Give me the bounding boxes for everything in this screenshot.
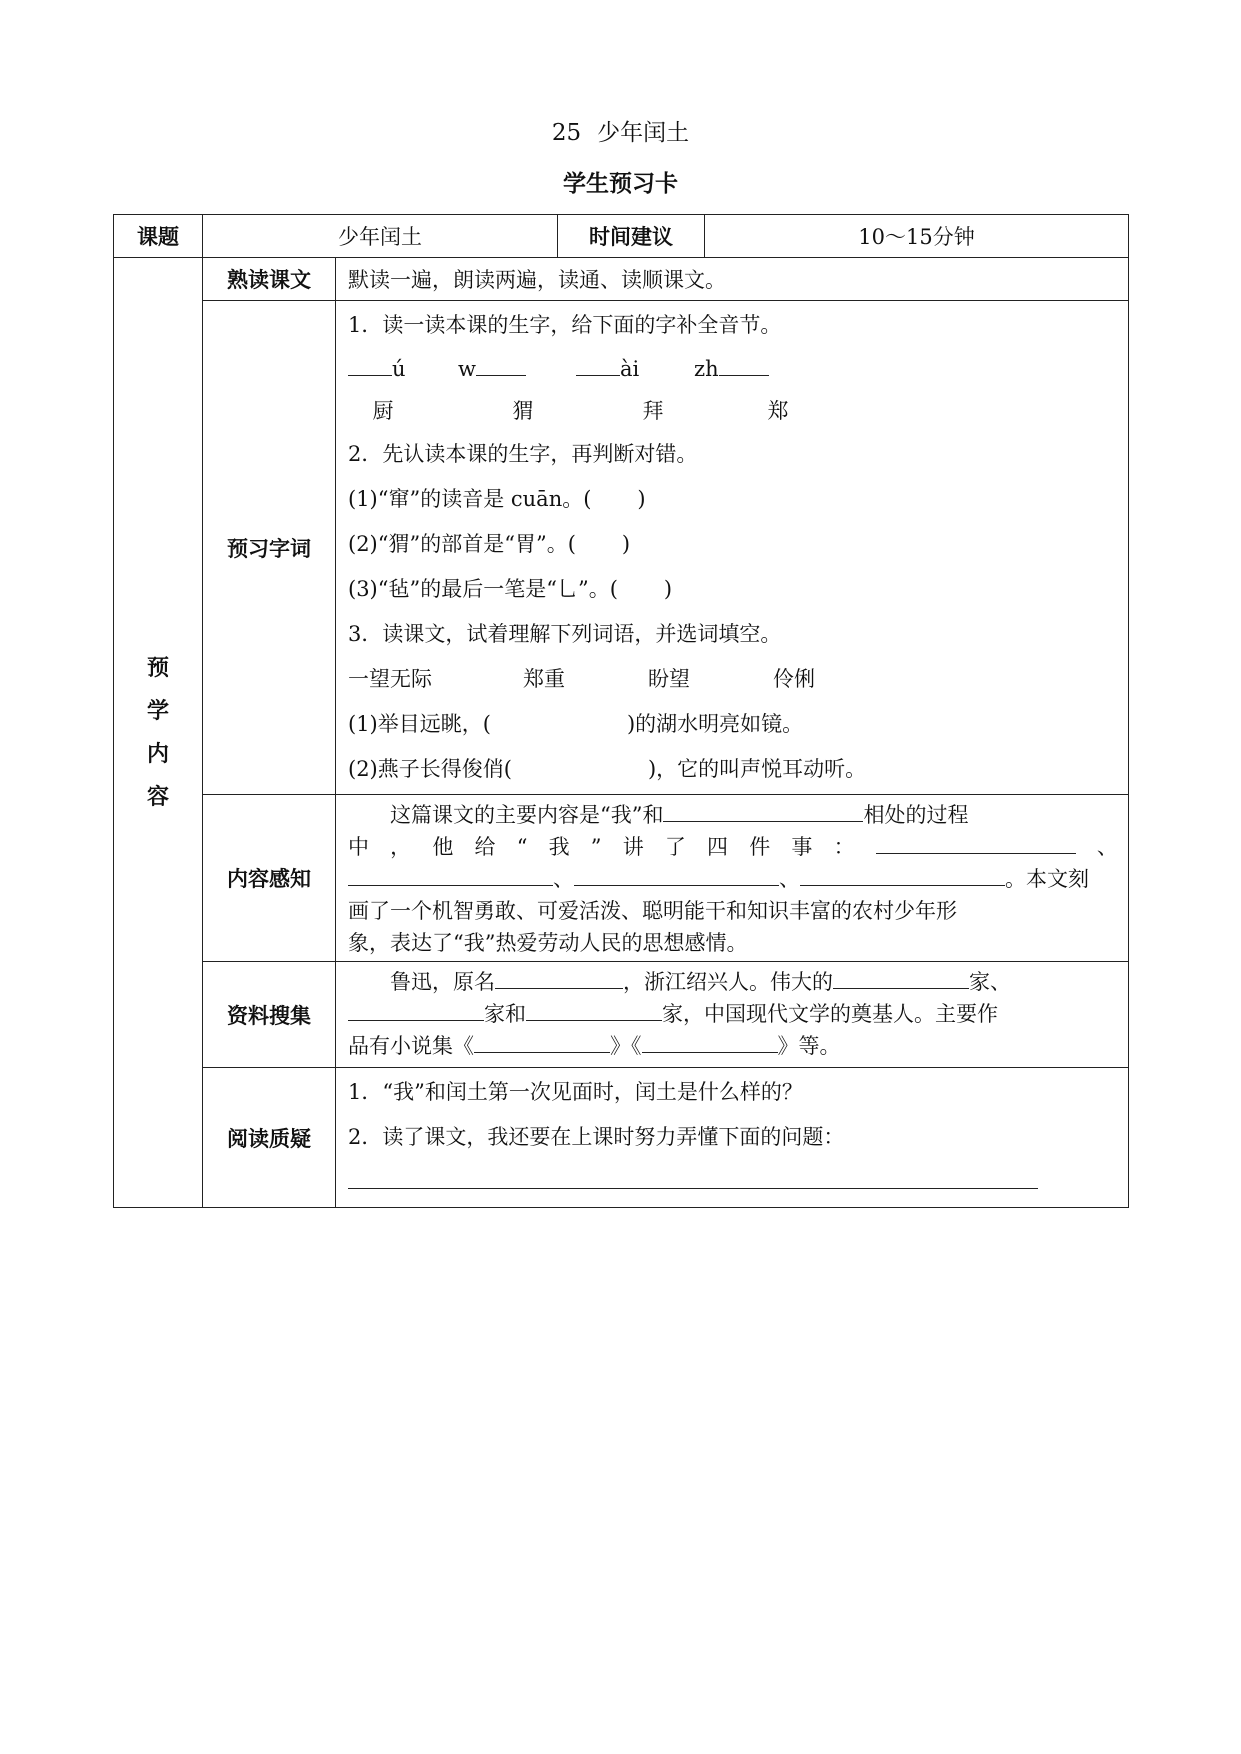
answer-blank[interactable] (574, 863, 779, 886)
pinyin-blank[interactable] (348, 353, 392, 376)
answer-blank[interactable] (800, 863, 1005, 886)
time-value: 10～15分钟 (705, 215, 1129, 258)
word-options (348, 657, 1118, 702)
answer-blank[interactable] (526, 998, 662, 1021)
word-option: 盼望 (648, 667, 690, 691)
section-label-char: 预 (146, 655, 169, 681)
content-text: 这篇课文的主要内容是“我”和 相处的过程 中 ， 他 给 “ 我 ” 讲 了 四 件 事 ： 、 、 、 。本文刻 画了一个机智勇敢、可爱活泼、聪明能干和知识丰富的农村少年形 象，表达了“我”热爱劳动人民的思想感情。 (336, 795, 1129, 962)
topic-value: 少年闰土 (203, 215, 558, 258)
pinyin-initial: zh (694, 357, 719, 381)
pinyin-blank[interactable] (576, 353, 620, 376)
reading-label: 熟读课文 (203, 258, 336, 301)
card-subtitle: 学生预习卡 (563, 171, 678, 197)
time-label: 时间建议 (558, 215, 705, 258)
content-row (114, 795, 1129, 962)
fill-item: (1)举目远眺，( )的湖水明亮如镜。 (348, 712, 804, 736)
content-line: 象，表达了“我”热爱劳动人民的思想感情。 (348, 931, 748, 955)
answer-blank[interactable] (474, 1030, 610, 1053)
judge-item: (1)“窜”的读音是 cuān。( ) (348, 487, 646, 511)
answer-blank[interactable] (876, 831, 1076, 854)
vocab-q3: 3．读课文，试着理解下列词语，并选词填空。 (348, 622, 782, 646)
lesson-number: 25 (551, 120, 582, 146)
word-option: 郑重 (523, 667, 565, 691)
reading-text: 默读一遍，朗读两遍，读通、读顺课文。 (336, 258, 1129, 301)
preview-card-table (113, 214, 1129, 1208)
vocab-char: 郑 (767, 399, 789, 423)
material-label: 资料搜集 (203, 962, 336, 1068)
vocab-content (336, 301, 1129, 795)
vocab-q1: 1．读一读本课的生字，给下面的字补全音节。 (348, 313, 782, 337)
section-label-char: 容 (146, 784, 169, 810)
section-label (114, 258, 203, 1208)
answer-blank[interactable] (663, 799, 863, 822)
answer-blank[interactable] (348, 998, 484, 1021)
questions-content (336, 1068, 1129, 1208)
question-1: 1．“我”和闰土第一次见面时，闰土是什么样的？ (348, 1080, 803, 1104)
header-row (114, 215, 1129, 258)
answer-blank[interactable] (348, 863, 553, 886)
material-text: 鲁迅，原名 ，浙江绍兴人。伟大的 家、 家和 家，中国现代文学的奠基人。主要作 品有小说集《 》《 》等。 (336, 962, 1129, 1068)
answer-line[interactable] (348, 1166, 1038, 1189)
lesson-name: 少年闰土 (597, 120, 690, 146)
pinyin-blank[interactable] (476, 353, 526, 376)
answer-blank[interactable] (833, 966, 969, 989)
lesson-title (0, 118, 1241, 148)
vocab-char: 猬 (512, 399, 534, 423)
pinyin-final: ài (620, 357, 640, 381)
content-line: 画了一个机智勇敢、可爱活泼、聪明能干和知识丰富的农村少年形 (348, 899, 957, 923)
material-row (114, 962, 1129, 1068)
section-label-char: 内 (146, 741, 169, 767)
pinyin-final: ú (392, 357, 406, 381)
content-label: 内容感知 (203, 795, 336, 962)
section-label-char: 学 (146, 698, 169, 724)
pinyin-blanks (348, 348, 1118, 390)
reading-row (114, 258, 1129, 301)
questions-label: 阅读质疑 (203, 1068, 336, 1208)
answer-blank[interactable] (642, 1030, 778, 1053)
question-2: 2．读了课文，我还要在上课时努力弄懂下面的问题： (348, 1125, 845, 1149)
pinyin-initial: w (458, 357, 476, 381)
word-option: 一望无际 (348, 667, 432, 691)
vocab-row (114, 301, 1129, 795)
pinyin-chars (348, 390, 1118, 432)
word-option: 伶俐 (773, 667, 815, 691)
questions-row (114, 1068, 1129, 1208)
fill-item: (2)燕子长得俊俏( )，它的叫声悦耳动听。 (348, 757, 867, 781)
content-spread-line: 中 ， 他 给 “ 我 ” 讲 了 四 件 事 ： 、 (348, 831, 1118, 863)
vocab-q2: 2．先认读本课的生字，再判断对错。 (348, 442, 698, 466)
vocab-label: 预习字词 (203, 301, 336, 795)
topic-label: 课题 (114, 215, 203, 258)
answer-blank[interactable] (495, 966, 623, 989)
vocab-char: 厨 (372, 399, 394, 423)
judge-item: (2)“猬”的部首是“胃”。( ) (348, 532, 631, 556)
pinyin-blank[interactable] (719, 353, 769, 376)
judge-item: (3)“毡”的最后一笔是“乚”。( ) (348, 577, 673, 601)
vocab-char: 拜 (642, 399, 664, 423)
